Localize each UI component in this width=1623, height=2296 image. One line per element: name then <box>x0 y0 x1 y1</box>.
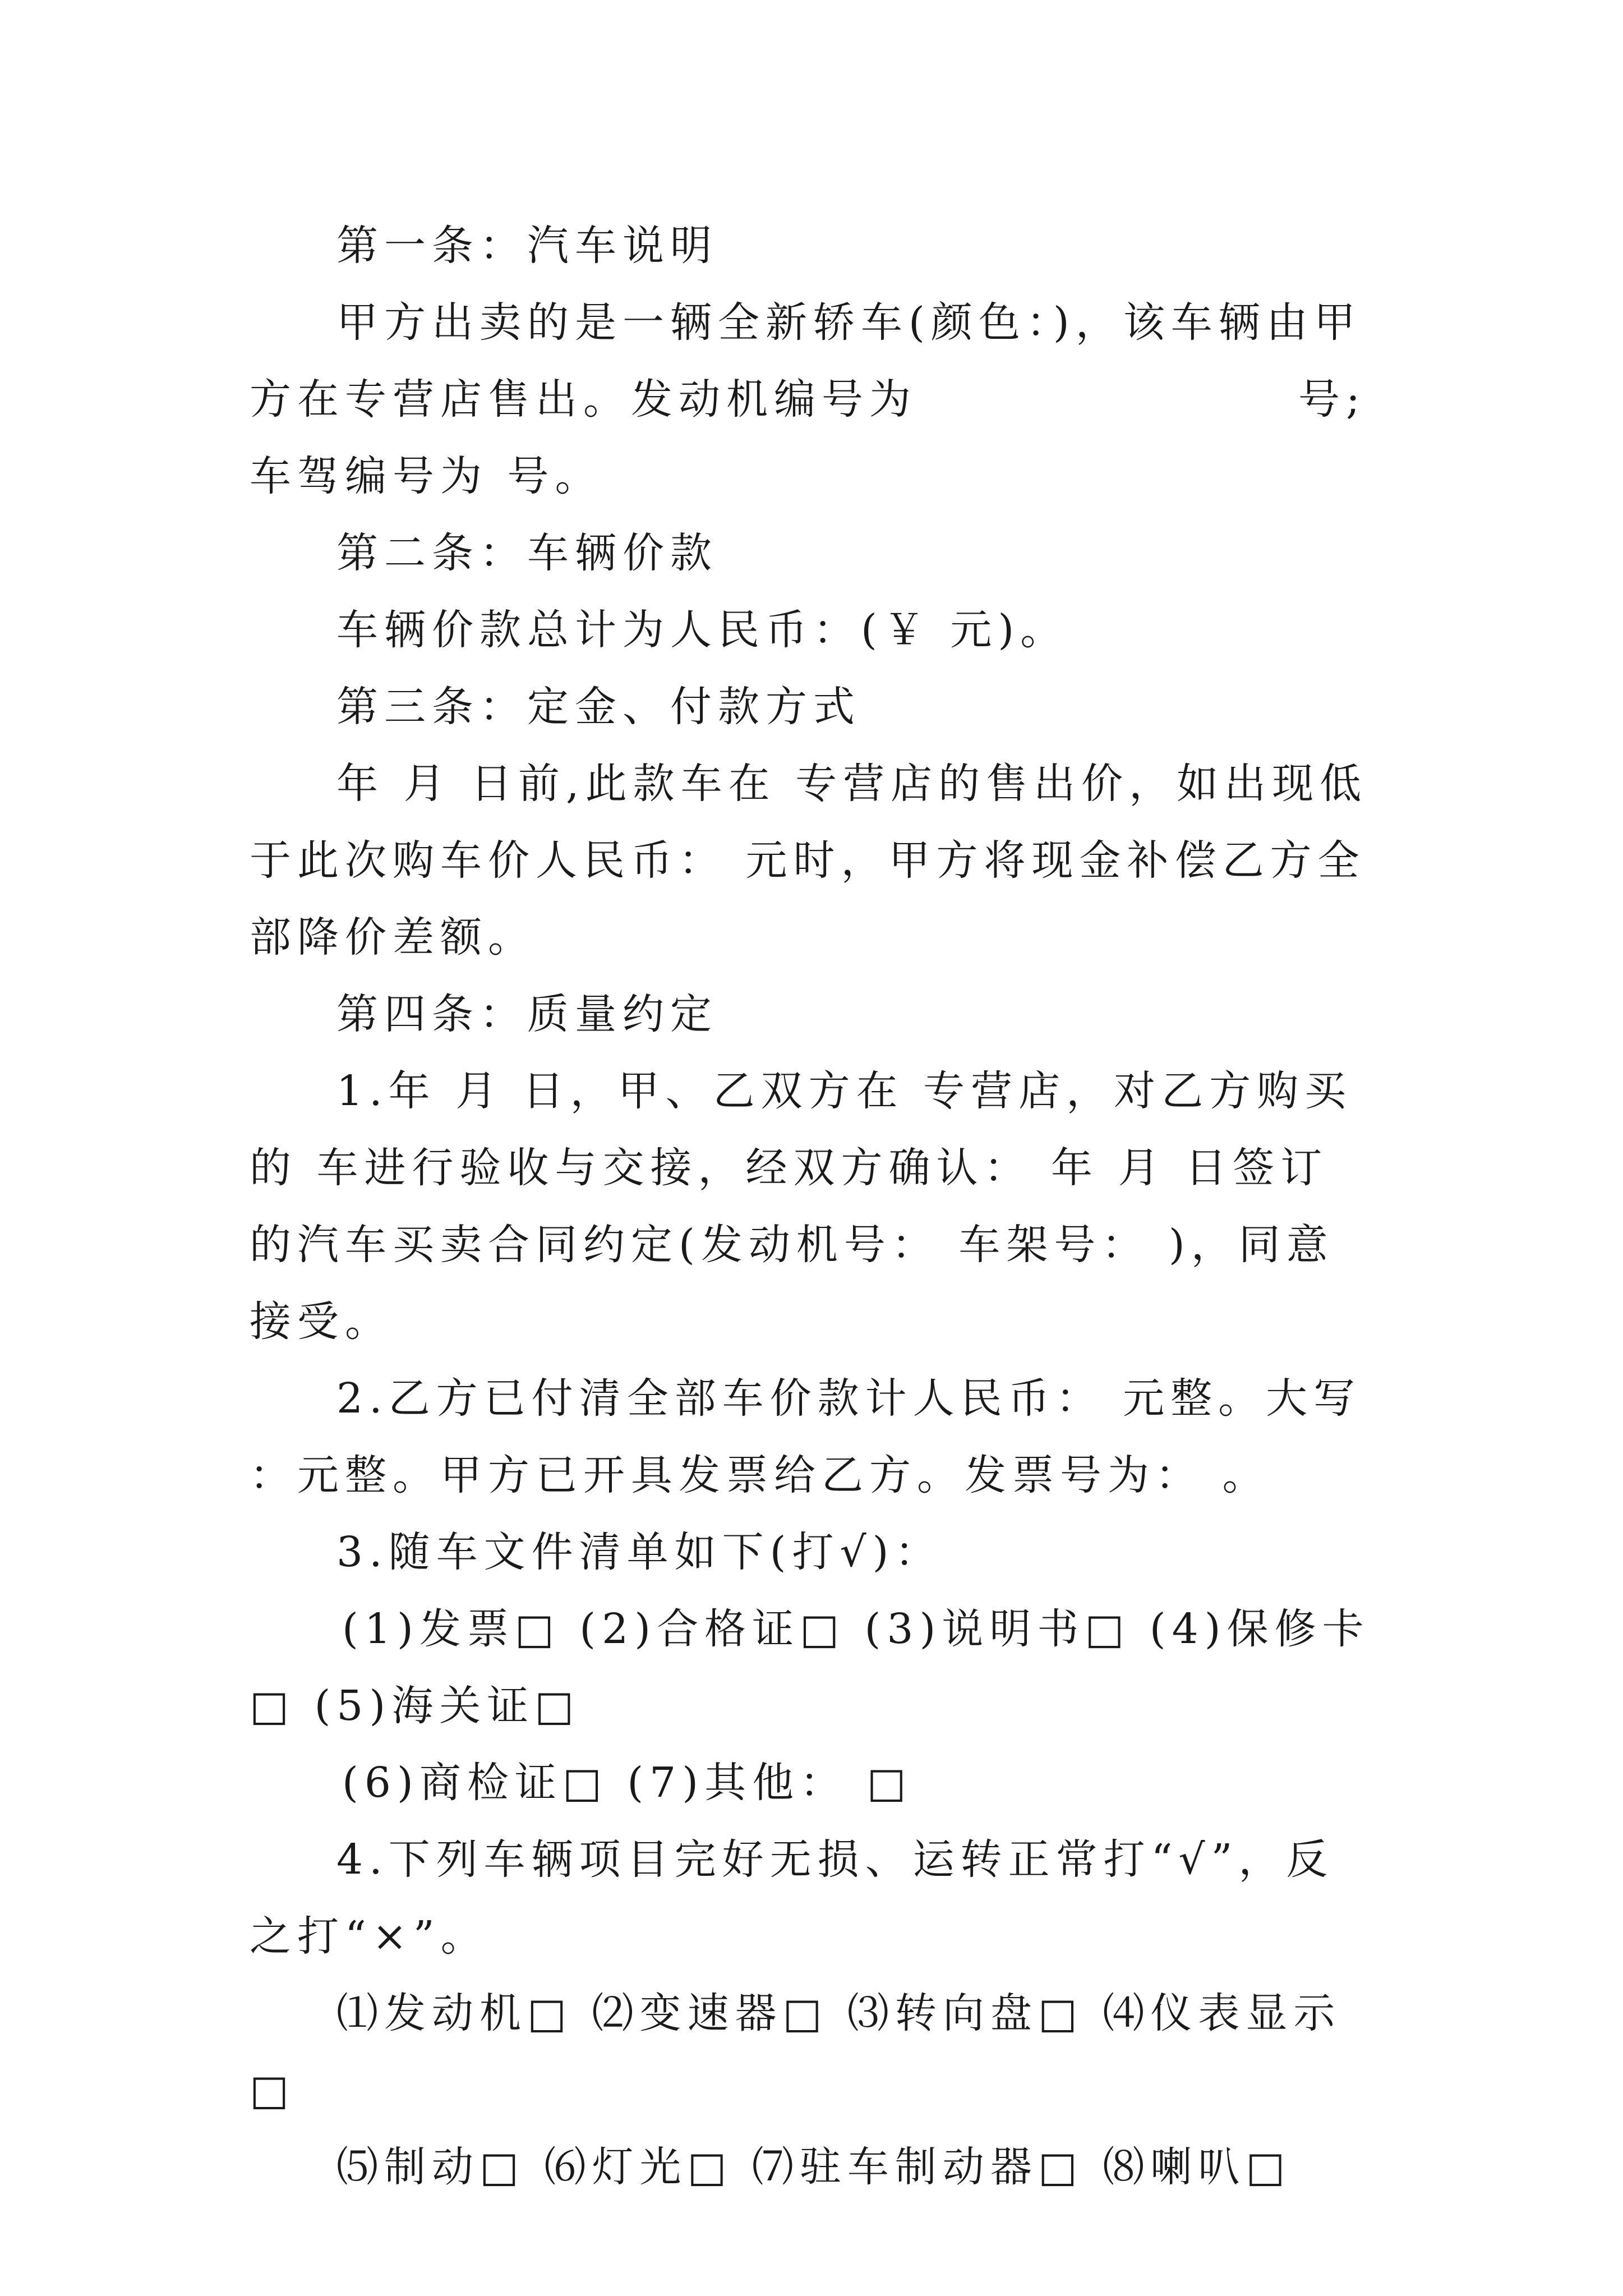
article-4-item-4: 4.下列车辆项目完好无损、运转正常打“√”，反之打“×”。 <box>250 1835 1334 1961</box>
document-checklist-row-1: (1)发票□ (2)合格证□ (3)说明书□ (4)保修卡□ (5)海关证□ <box>250 1605 1370 1730</box>
article-4-item-2: 2.乙方已付清全部车价款计人民币： 元整。大写 ：元整。甲方已开具发票给乙方。发票号为： 。 <box>250 1374 1362 1499</box>
article-4-heading: 第四条：质量约定 <box>336 990 718 1038</box>
article-1-heading: 第一条：汽车说明 <box>336 222 718 270</box>
article-3-text: 年 月 日前,此款车在 专营店的售出价，如出现低于此次购车价人民币： 元时，甲方将现金补偿乙方全部降价差额。 <box>250 760 1368 961</box>
article-2-text: 车辆价款总计为人民币：(￥ 元)。 <box>336 606 1068 654</box>
article-2-heading: 第二条：车辆价款 <box>336 529 718 577</box>
vehicle-checklist-row-2: ⑸制动□ ⑹灯光□ ⑺驻车制动器□ ⑻喇叭□ <box>336 2143 1292 2191</box>
vehicle-checklist-row-1: ⑴发动机□ ⑵变速器□ ⑶转向盘□ ⑷仪表显示□ <box>250 1989 1341 2114</box>
article-1-text: 甲方出卖的是一辆全新轿车(颜色：)，该车辆由甲方在专营店售出。发动机编号为 号;车驾编号为 号。 <box>250 298 1366 500</box>
article-4-item-1: 1.年 月 日，甲、乙双方在 专营店，对乙方购买的 车进行验收与交接，经双方确认： 年 月 日签订的汽车买卖合同约定(发动机号： 车架号： )，同意接受。 <box>250 1067 1353 1346</box>
article-3-heading: 第三条：定金、付款方式 <box>336 683 861 731</box>
document-checklist-row-2: (6)商检证□ (7)其他： □ <box>342 1759 912 1807</box>
document-body <box>250 208 1374 2206</box>
article-4-item-3: 3.随车文件清单如下(打√)： <box>336 1528 943 1576</box>
